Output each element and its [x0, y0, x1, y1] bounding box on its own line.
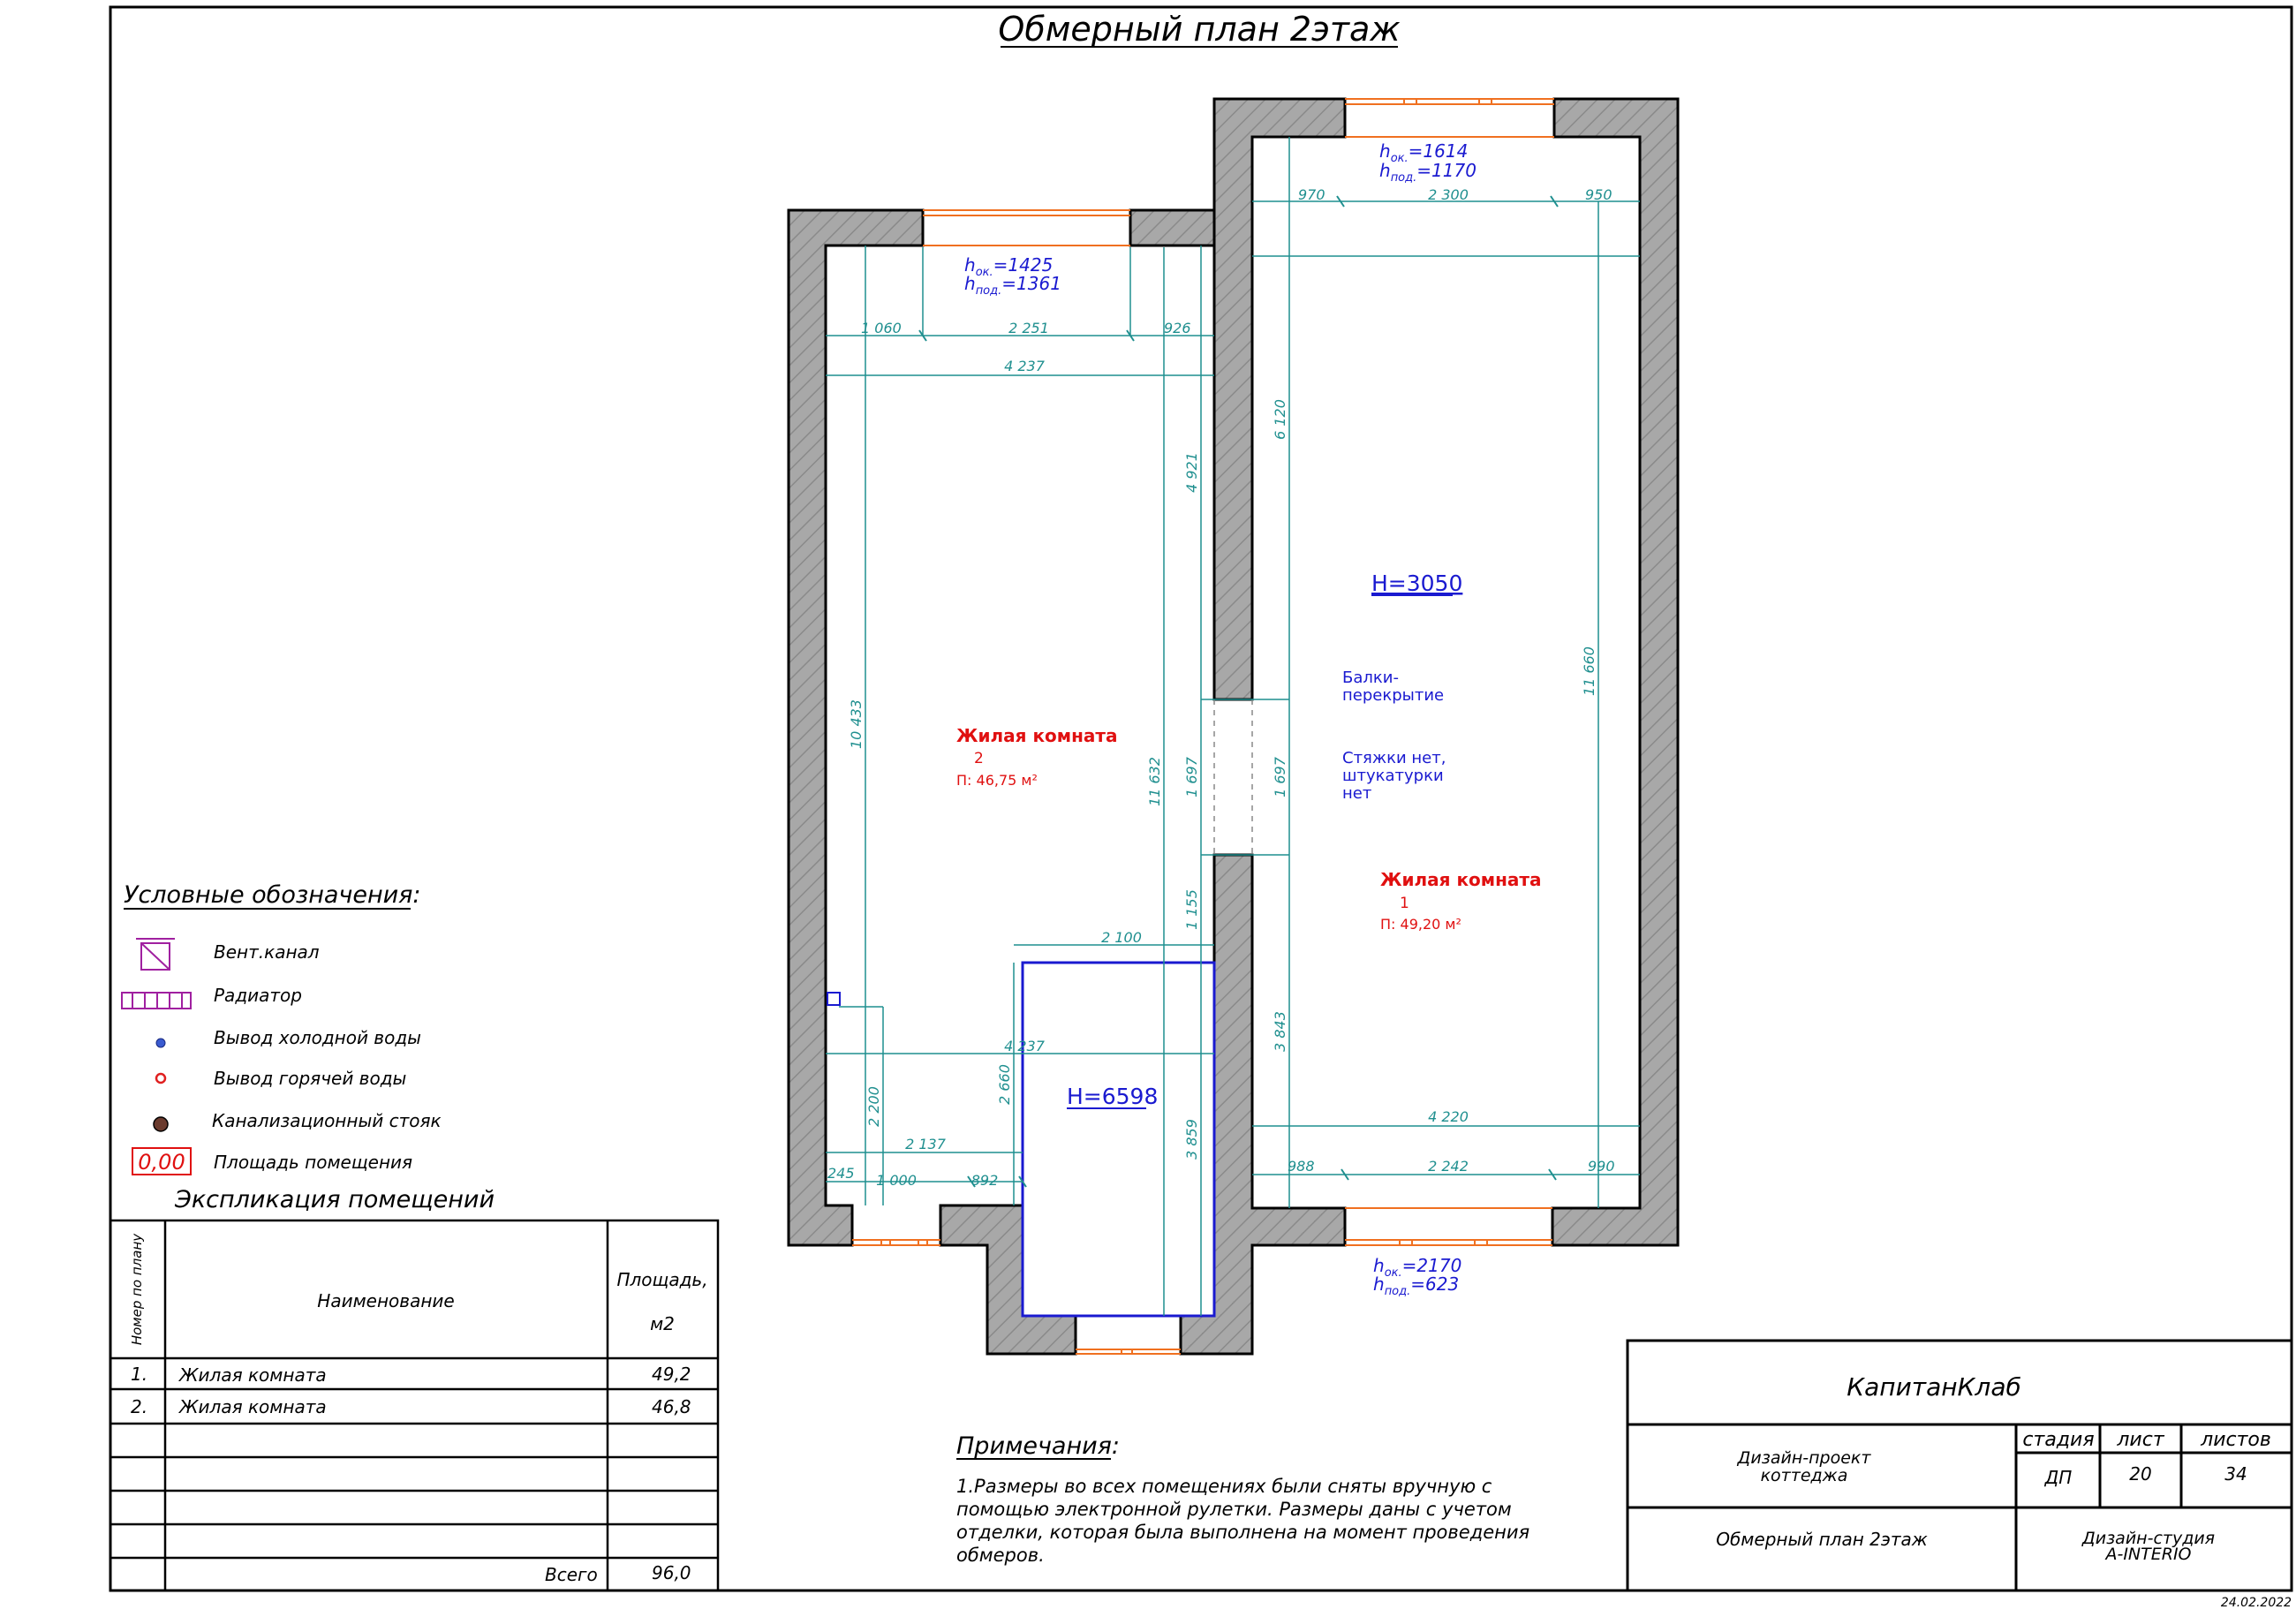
stamp-studio-1: Дизайн-студия [2081, 1529, 2216, 1548]
dim-2242: 2 242 [1428, 1158, 1469, 1175]
stamp-project-2: коттеджа [1760, 1466, 1848, 1485]
dim-950: 950 [1585, 186, 1612, 203]
doorway [1214, 699, 1252, 855]
legend-radiator-label: Радиатор [214, 985, 302, 1006]
explication-col-name: Наименование [317, 1290, 455, 1311]
screed-note-3: нет [1342, 784, 1372, 803]
window-bay-bottom [1076, 1349, 1181, 1354]
screed-note-1: Стяжки нет, [1342, 749, 1446, 767]
wall-vent-icon [827, 993, 840, 1005]
notes-line-4: обмеров. [956, 1545, 1045, 1566]
dim-4220: 4 220 [1428, 1108, 1469, 1125]
room1-name: Жилая комната [1380, 869, 1542, 890]
stamp-stage-label: стадия [2022, 1429, 2095, 1451]
dim-970: 970 [1298, 186, 1325, 203]
dim-2660: 2 660 [996, 1064, 1013, 1105]
explication-total-value: 96,0 [652, 1562, 691, 1583]
sewer-riser-icon [154, 1117, 168, 1131]
stamp-company: КапитанКлаб [1847, 1372, 2021, 1402]
stamp-project-1: Дизайн-проект [1737, 1448, 1871, 1468]
legend-vent-label: Вент.канал [214, 941, 320, 963]
ceiling-height-bay: H=6598 [1067, 1084, 1159, 1109]
dim-11632: 11 632 [1146, 757, 1163, 806]
legend-cold-water-label: Вывод холодной воды [214, 1027, 421, 1048]
window-top-right-hok: $h_{ок.}=1614$ [1379, 140, 1469, 165]
legend-area-tag-text: 0,00 [138, 1150, 185, 1175]
wall-center-lower [1181, 855, 1345, 1354]
stamp-sheet-label: лист [2117, 1429, 2164, 1451]
stamp-sheets-label: листов [2201, 1429, 2271, 1451]
cold-water-outlet-icon [156, 1039, 165, 1047]
stamp-drawing-name: Обмерный план 2этаж [1716, 1529, 1928, 1550]
wall-segments [789, 99, 1678, 1354]
stamp-date: 24.02.2022 [2220, 1596, 2292, 1610]
dim-245: 245 [827, 1165, 855, 1182]
dim-892: 892 [971, 1172, 999, 1189]
dim-4921: 4 921 [1183, 452, 1200, 493]
stamp-sheets: 34 [2224, 1463, 2247, 1485]
table-row-2-num: 2. [131, 1396, 148, 1417]
room2-name: Жилая комната [956, 725, 1118, 746]
window-bottom-hok: $h_{ок.}=2170$ [1373, 1255, 1462, 1280]
legend [122, 881, 442, 1175]
dim-1697-right: 1 697 [1272, 757, 1288, 797]
legend-area-label: Площадь помещения [214, 1152, 413, 1173]
dim-4237-top: 4 237 [1004, 358, 1045, 374]
notes-line-1: 1.Размеры во всех помещениях были сняты вручную с [956, 1476, 1492, 1497]
dim-1155: 1 155 [1183, 889, 1200, 930]
table-row-2-area: 46,8 [652, 1396, 691, 1417]
legend-hot-water-label: Вывод горячей воды [214, 1068, 407, 1089]
explication-col-area-unit: м2 [650, 1313, 675, 1334]
window-top-left-hok: $h_{ок.}=1425$ [964, 254, 1054, 279]
table-row-1-name: Жилая комната [179, 1364, 327, 1386]
dim-2100: 2 100 [1101, 929, 1142, 946]
wall-top-left [1130, 210, 1214, 246]
table-row-2-name: Жилая комната [179, 1396, 327, 1417]
dim-1060: 1 060 [861, 320, 902, 336]
dim-3859: 3 859 [1183, 1119, 1200, 1160]
dim-1697-left: 1 697 [1183, 757, 1200, 797]
wall-center-upper [1214, 99, 1345, 699]
drawing-title: Обмерный план 2этаж [998, 10, 1401, 49]
wall-top-right [1552, 99, 1678, 1245]
notes [956, 1432, 1529, 1566]
room1-area: П: 49,20 м² [1380, 916, 1461, 933]
hot-water-outlet-icon [156, 1074, 165, 1083]
legend-heading: Условные обозначения: [124, 881, 421, 909]
dim-2200: 2 200 [865, 1086, 882, 1127]
dim-988: 988 [1288, 1158, 1315, 1175]
notes-line-3: отделки, которая была выполнена на момент проведения [956, 1522, 1530, 1543]
dim-3843: 3 843 [1272, 1011, 1288, 1052]
explication-heading: Экспликация помещений [175, 1186, 495, 1213]
dim-926: 926 [1164, 320, 1191, 336]
explication-table [110, 1186, 718, 1591]
notes-line-2: помощью электронной рулетки. Размеры даны с учетом [956, 1499, 1512, 1520]
room2-area: П: 46,75 м² [956, 772, 1038, 789]
screed-note-2: штукатурки [1342, 767, 1444, 785]
window-bottom-right [1345, 1208, 1552, 1245]
explication-col-area: Площадь, [616, 1269, 708, 1290]
floor-plan [789, 99, 1678, 1354]
dim-2300: 2 300 [1428, 186, 1469, 203]
window-top-left-hpod: $h_{под.}=1361$ [964, 273, 1061, 298]
explication-col-number: Номер по плану [129, 1233, 145, 1346]
wall-bay-left [940, 1205, 1076, 1354]
room1-number: 1 [1400, 895, 1409, 912]
table-row-1-num: 1. [131, 1364, 148, 1385]
stamp-studio-2: A-INTERIO [2105, 1545, 2192, 1564]
title-block [1628, 1341, 2292, 1610]
stamp-sheet: 20 [2129, 1463, 2152, 1485]
window-bottom-hpod: $h_{под.}=623$ [1373, 1273, 1460, 1298]
dim-2251: 2 251 [1008, 320, 1049, 336]
vent-channel-icon [136, 939, 175, 970]
window-top-left [923, 210, 1130, 246]
radiator-icon [122, 993, 191, 1009]
legend-sewer-label: Канализационный стояк [212, 1110, 442, 1131]
construction-notes [1342, 669, 1446, 803]
dim-4237-mid: 4 237 [1004, 1038, 1045, 1054]
beams-note-2: перекрытие [1342, 686, 1445, 705]
window-top-right-hpod: $h_{под.}=1170$ [1379, 160, 1477, 185]
dim-11660: 11 660 [1581, 646, 1597, 696]
explication-total-label: Всего [545, 1564, 598, 1585]
beams-note-1: Балки- [1342, 669, 1399, 687]
dim-990: 990 [1588, 1158, 1615, 1175]
table-row-1-area: 49,2 [652, 1364, 691, 1385]
dim-6120: 6 120 [1272, 399, 1288, 440]
dim-10433: 10 433 [848, 699, 865, 749]
window-bottom-left [852, 1240, 940, 1245]
ceiling-height-main: H=3050 [1371, 570, 1463, 596]
stamp-stage: ДП [2044, 1467, 2073, 1488]
dim-2137: 2 137 [905, 1136, 946, 1152]
notes-heading: Примечания: [956, 1432, 1121, 1460]
room2-number: 2 [974, 750, 984, 767]
window-top-right [1345, 99, 1554, 137]
dim-1000: 1 000 [876, 1172, 917, 1189]
